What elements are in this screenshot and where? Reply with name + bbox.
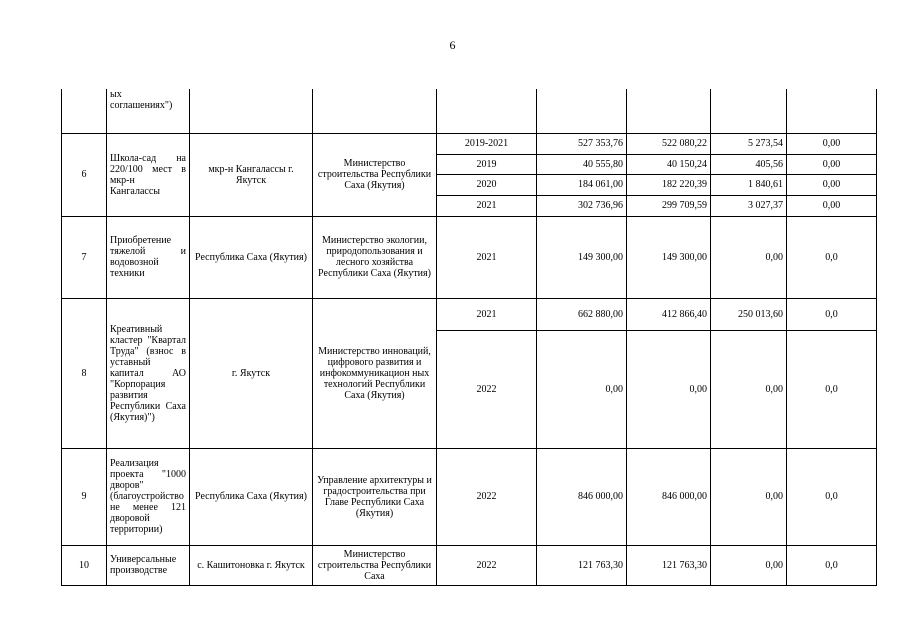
cell-local: 0,0 [787, 216, 877, 298]
cell-location: с. Кашитоновка г. Якутск [190, 545, 313, 585]
cell-year: 2022 [437, 330, 537, 448]
cell-total: 302 736,96 [537, 195, 627, 216]
cell-local: 0,0 [787, 330, 877, 448]
cell-year: 2022 [437, 448, 537, 545]
table-row [62, 133, 877, 154]
cell-name: Реализация проекта "1000 дворов" (благоустройство не менее 121 дворовой территории) [107, 448, 190, 545]
cell-republic: 0,00 [711, 330, 787, 448]
cell-total: 0,00 [537, 330, 627, 448]
cell-year [437, 89, 537, 133]
cell-federal [627, 89, 711, 133]
table-row [62, 448, 877, 545]
cell-total: 184 061,00 [537, 174, 627, 195]
cell-federal: 299 709,59 [627, 195, 711, 216]
cell-name: Креативный кластер "Квартал Труда" (взнос в уставный капитал АО "Корпорация развития Республики Саха (Якутия)") [107, 298, 190, 448]
cell-org: Министерство строительства Республики Саха (Якутия) [313, 133, 437, 216]
cell-federal: 522 080,22 [627, 133, 711, 154]
funding-table [61, 89, 877, 586]
cell-num: 8 [62, 298, 107, 448]
table-row [62, 216, 877, 298]
cell-total: 662 880,00 [537, 298, 627, 330]
cell-name: Школа-сад на 220/100 мест в мкр-н Кангалассы [107, 133, 190, 216]
cell-org: Управление архитектуры и градостроительства при Главе Республики Саха (Якутия) [313, 448, 437, 545]
cell-republic: 405,56 [711, 154, 787, 174]
cell-location: Республика Саха (Якутия) [190, 448, 313, 545]
cell-location: Республика Саха (Якутия) [190, 216, 313, 298]
cell-org [313, 89, 437, 133]
cell-federal: 121 763,30 [627, 545, 711, 585]
cell-total [537, 89, 627, 133]
cell-location: г. Якутск [190, 298, 313, 448]
cell-republic: 1 840,61 [711, 174, 787, 195]
table-row [62, 298, 877, 330]
cell-year: 2021 [437, 298, 537, 330]
cell-local: 0,0 [787, 545, 877, 585]
cell-total: 846 000,00 [537, 448, 627, 545]
cell-num: 10 [62, 545, 107, 585]
cell-name: Универсальные производстве [107, 545, 190, 585]
cell-federal: 0,00 [627, 330, 711, 448]
cell-federal: 149 300,00 [627, 216, 711, 298]
cell-federal: 412 866,40 [627, 298, 711, 330]
cell-local: 0,0 [787, 298, 877, 330]
cell-local [787, 89, 877, 133]
page-number: 6 [449, 38, 456, 52]
cell-total: 149 300,00 [537, 216, 627, 298]
cell-year: 2020 [437, 174, 537, 195]
cell-total: 121 763,30 [537, 545, 627, 585]
cell-year: 2021 [437, 216, 537, 298]
cell-local: 0,0 [787, 448, 877, 545]
cell-republic: 250 013,60 [711, 298, 787, 330]
cell-name: ых соглашениях") [107, 89, 190, 133]
cell-republic: 5 273,54 [711, 133, 787, 154]
cell-local: 0,00 [787, 133, 877, 154]
cell-num: 9 [62, 448, 107, 545]
cell-year: 2021 [437, 195, 537, 216]
cell-location: мкр-н Кангалассы г. Якутск [190, 133, 313, 216]
cell-local: 0,00 [787, 174, 877, 195]
cell-year: 2019 [437, 154, 537, 174]
cell-local: 0,00 [787, 195, 877, 216]
cell-total: 40 555,80 [537, 154, 627, 174]
cell-republic: 0,00 [711, 216, 787, 298]
cell-republic: 3 027,37 [711, 195, 787, 216]
cell-num [62, 89, 107, 133]
cell-total: 527 353,76 [537, 133, 627, 154]
cell-org: Министерство экологии, природопользования и лесного хозяйства Республики Саха (Якутия) [313, 216, 437, 298]
cell-year: 2022 [437, 545, 537, 585]
cell-federal: 846 000,00 [627, 448, 711, 545]
cell-num: 7 [62, 216, 107, 298]
cell-federal: 40 150,24 [627, 154, 711, 174]
table-row [62, 89, 877, 133]
cell-republic [711, 89, 787, 133]
cell-republic: 0,00 [711, 448, 787, 545]
cell-org: Министерство строительства Республики Саха [313, 545, 437, 585]
cell-local: 0,00 [787, 154, 877, 174]
cell-location [190, 89, 313, 133]
cell-federal: 182 220,39 [627, 174, 711, 195]
cell-republic: 0,00 [711, 545, 787, 585]
cell-org: Министерство инноваций, цифрового развития и инфокоммуникацион ных технологий Республики Саха (Якутия) [313, 298, 437, 448]
cell-num: 6 [62, 133, 107, 216]
cell-year: 2019-2021 [437, 133, 537, 154]
table-row [62, 545, 877, 585]
cell-name: Приобретение тяжелой и водовозной техники [107, 216, 190, 298]
